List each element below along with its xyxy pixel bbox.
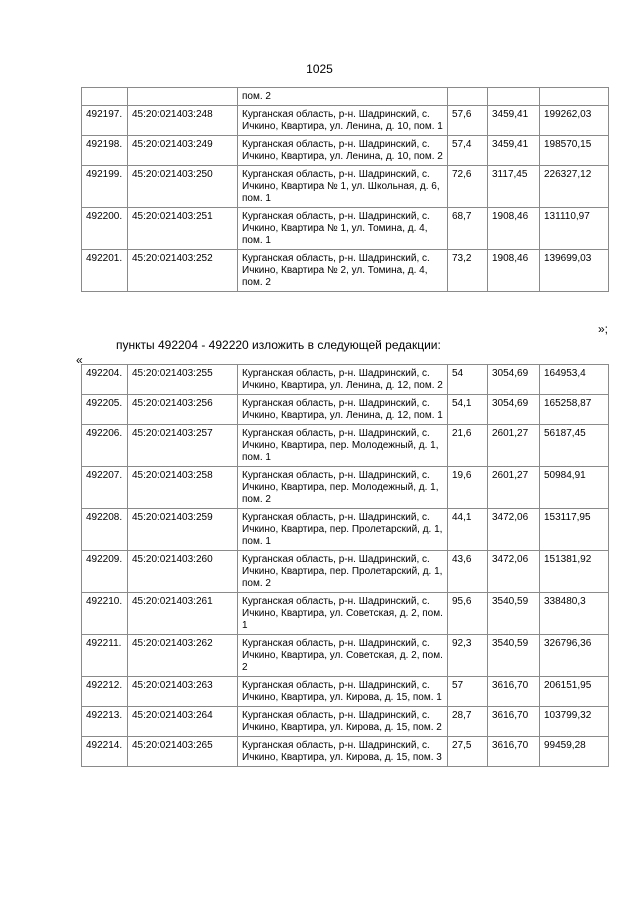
table-cell: Курганская область, р-н. Шадринский, с. Ичкино, Квартира № 1, ул. Томина, д. 4, пом. 1 bbox=[238, 208, 448, 250]
table-cell: 45:20:021403:252 bbox=[128, 250, 238, 292]
table-cell: 45:20:021403:257 bbox=[128, 425, 238, 467]
table-cell: 165258,87 bbox=[540, 395, 609, 425]
table-cell: 73,2 bbox=[448, 250, 488, 292]
table-cell: 54 bbox=[448, 365, 488, 395]
table-cell bbox=[488, 88, 540, 106]
table-cell: 492214. bbox=[82, 737, 128, 767]
table-cell: 3540,59 bbox=[488, 635, 540, 677]
table-cell: 45:20:021403:255 bbox=[128, 365, 238, 395]
table-row bbox=[82, 136, 609, 166]
table-cell: Курганская область, р-н. Шадринский, с. Ичкино, Квартира, пер. Пролетарский, д. 1, пом. 1 bbox=[238, 509, 448, 551]
table-cell: 54,1 bbox=[448, 395, 488, 425]
table-cell: 56187,45 bbox=[540, 425, 609, 467]
table-cell: 492207. bbox=[82, 467, 128, 509]
table-cell: Курганская область, р-н. Шадринский, с. Ичкино, Квартира, пер. Молодежный, д. 1, пом. 2 bbox=[238, 467, 448, 509]
table-top-body bbox=[82, 88, 609, 292]
table-row bbox=[82, 467, 609, 509]
table-cell: 3616,70 bbox=[488, 677, 540, 707]
table-cell: 27,5 bbox=[448, 737, 488, 767]
table-row bbox=[82, 106, 609, 136]
table-cell: 3616,70 bbox=[488, 737, 540, 767]
table-cell: 226327,12 bbox=[540, 166, 609, 208]
table-cell: 45:20:021403:263 bbox=[128, 677, 238, 707]
table-row bbox=[82, 166, 609, 208]
table-cell: 68,7 bbox=[448, 208, 488, 250]
table-cell: 45:20:021403:256 bbox=[128, 395, 238, 425]
closing-quote-mark: »; bbox=[597, 322, 608, 336]
table-row bbox=[82, 593, 609, 635]
table-cell: 338480,3 bbox=[540, 593, 609, 635]
registry-table-bottom bbox=[81, 364, 609, 767]
table-cell: Курганская область, р-н. Шадринский, с. Ичкино, Квартира, ул. Кирова, д. 15, пом. 1 bbox=[238, 677, 448, 707]
table-cell: 45:20:021403:258 bbox=[128, 467, 238, 509]
table-cell bbox=[448, 88, 488, 106]
table-cell: 45:20:021403:264 bbox=[128, 707, 238, 737]
table-cell: 164953,4 bbox=[540, 365, 609, 395]
table-row bbox=[82, 425, 609, 467]
table-cell: 492198. bbox=[82, 136, 128, 166]
table-cell bbox=[82, 88, 128, 106]
table-cell: 3117,45 bbox=[488, 166, 540, 208]
table-cell: 3616,70 bbox=[488, 707, 540, 737]
table-cell: 45:20:021403:248 bbox=[128, 106, 238, 136]
table-cell: 95,6 bbox=[448, 593, 488, 635]
table-cell: Курганская область, р-н. Шадринский, с. Ичкино, Квартира, ул. Советская, д. 2, пом. 1 bbox=[238, 593, 448, 635]
table-cell: 492209. bbox=[82, 551, 128, 593]
registry-table-top bbox=[81, 87, 609, 292]
page-number: 1025 bbox=[306, 62, 333, 76]
table-cell: Курганская область, р-н. Шадринский, с. Ичкино, Квартира, ул. Советская, д. 2, пом. 2 bbox=[238, 635, 448, 677]
table-cell: 492206. bbox=[82, 425, 128, 467]
table-cell: Курганская область, р-н. Шадринский, с. Ичкино, Квартира, ул. Кирова, д. 15, пом. 2 bbox=[238, 707, 448, 737]
table-row bbox=[82, 737, 609, 767]
amendment-instruction: пункты 492204 - 492220 изложить в следующей редакции: bbox=[116, 338, 441, 352]
table-cell bbox=[128, 88, 238, 106]
table-cell: 57 bbox=[448, 677, 488, 707]
table-cell: 3472,06 bbox=[488, 509, 540, 551]
table-cell: Курганская область, р-н. Шадринский, с. Ичкино, Квартира № 1, ул. Школьная, д. 6, пом. 1 bbox=[238, 166, 448, 208]
table-cell: 139699,03 bbox=[540, 250, 609, 292]
table-cell: 45:20:021403:259 bbox=[128, 509, 238, 551]
table-cell: Курганская область, р-н. Шадринский, с. Ичкино, Квартира, пер. Молодежный, д. 1, пом. 1 bbox=[238, 425, 448, 467]
table-cell: 199262,03 bbox=[540, 106, 609, 136]
table-cell: 492211. bbox=[82, 635, 128, 677]
table-row bbox=[82, 635, 609, 677]
table-cell: 492199. bbox=[82, 166, 128, 208]
table-bottom-body bbox=[82, 365, 609, 767]
table-cell: Курганская область, р-н. Шадринский, с. Ичкино, Квартира, ул. Ленина, д. 10, пом. 2 bbox=[238, 136, 448, 166]
table-cell: Курганская область, р-н. Шадринский, с. Ичкино, Квартира, ул. Ленина, д. 10, пом. 1 bbox=[238, 106, 448, 136]
table-row bbox=[82, 365, 609, 395]
table-cell: 1908,46 bbox=[488, 250, 540, 292]
table-cell: 2601,27 bbox=[488, 425, 540, 467]
table-cell: 44,1 bbox=[448, 509, 488, 551]
table-cell: 45:20:021403:250 bbox=[128, 166, 238, 208]
table-cell: Курганская область, р-н. Шадринский, с. Ичкино, Квартира № 2, ул. Томина, д. 4, пом. 2 bbox=[238, 250, 448, 292]
table-cell: 50984,91 bbox=[540, 467, 609, 509]
table-cell: 3054,69 bbox=[488, 365, 540, 395]
table-cell: Курганская область, р-н. Шадринский, с. Ичкино, Квартира, пер. Пролетарский, д. 1, пом. 2 bbox=[238, 551, 448, 593]
table-cell: Курганская область, р-н. Шадринский, с. Ичкино, Квартира, ул. Кирова, д. 15, пом. 3 bbox=[238, 737, 448, 767]
table-cell: 43,6 bbox=[448, 551, 488, 593]
table-cell: пом. 2 bbox=[238, 88, 448, 106]
opening-quote-mark: « bbox=[76, 353, 83, 367]
table-cell: 326796,36 bbox=[540, 635, 609, 677]
table-cell: 151381,92 bbox=[540, 551, 609, 593]
table-row bbox=[82, 395, 609, 425]
table-row bbox=[82, 509, 609, 551]
table-cell: 21,6 bbox=[448, 425, 488, 467]
table-row bbox=[82, 707, 609, 737]
table-row bbox=[82, 677, 609, 707]
table-cell: 2601,27 bbox=[488, 467, 540, 509]
table-cell: 92,3 bbox=[448, 635, 488, 677]
table-cell: 3459,41 bbox=[488, 106, 540, 136]
table-cell: 492200. bbox=[82, 208, 128, 250]
table-cell: 198570,15 bbox=[540, 136, 609, 166]
table-row bbox=[82, 250, 609, 292]
table-cell: 492212. bbox=[82, 677, 128, 707]
table-cell: 206151,95 bbox=[540, 677, 609, 707]
table-cell: 72,6 bbox=[448, 166, 488, 208]
table-cell: 57,4 bbox=[448, 136, 488, 166]
table-cell: Курганская область, р-н. Шадринский, с. Ичкино, Квартира, ул. Ленина, д. 12, пом. 2 bbox=[238, 365, 448, 395]
table-row-continuation bbox=[82, 88, 609, 106]
table-cell: 492204. bbox=[82, 365, 128, 395]
table-cell: 153117,95 bbox=[540, 509, 609, 551]
table-cell: 492197. bbox=[82, 106, 128, 136]
table-cell: 3540,59 bbox=[488, 593, 540, 635]
table-cell: 492208. bbox=[82, 509, 128, 551]
table-cell: 45:20:021403:249 bbox=[128, 136, 238, 166]
table-cell: 19,6 bbox=[448, 467, 488, 509]
table-cell: 45:20:021403:260 bbox=[128, 551, 238, 593]
table-cell: 492210. bbox=[82, 593, 128, 635]
table-cell: 3459,41 bbox=[488, 136, 540, 166]
table-cell: 45:20:021403:251 bbox=[128, 208, 238, 250]
table-cell: 3472,06 bbox=[488, 551, 540, 593]
table-cell: 492205. bbox=[82, 395, 128, 425]
table-cell: 28,7 bbox=[448, 707, 488, 737]
table-cell: Курганская область, р-н. Шадринский, с. Ичкино, Квартира, ул. Ленина, д. 12, пом. 1 bbox=[238, 395, 448, 425]
table-cell: 492201. bbox=[82, 250, 128, 292]
table-cell: 45:20:021403:265 bbox=[128, 737, 238, 767]
table-cell: 1908,46 bbox=[488, 208, 540, 250]
table-cell: 57,6 bbox=[448, 106, 488, 136]
table-cell bbox=[540, 88, 609, 106]
table-row bbox=[82, 551, 609, 593]
table-cell: 492213. bbox=[82, 707, 128, 737]
table-cell: 131110,97 bbox=[540, 208, 609, 250]
table-row bbox=[82, 208, 609, 250]
table-cell: 45:20:021403:262 bbox=[128, 635, 238, 677]
table-cell: 99459,28 bbox=[540, 737, 609, 767]
table-cell: 3054,69 bbox=[488, 395, 540, 425]
table-cell: 103799,32 bbox=[540, 707, 609, 737]
table-cell: 45:20:021403:261 bbox=[128, 593, 238, 635]
